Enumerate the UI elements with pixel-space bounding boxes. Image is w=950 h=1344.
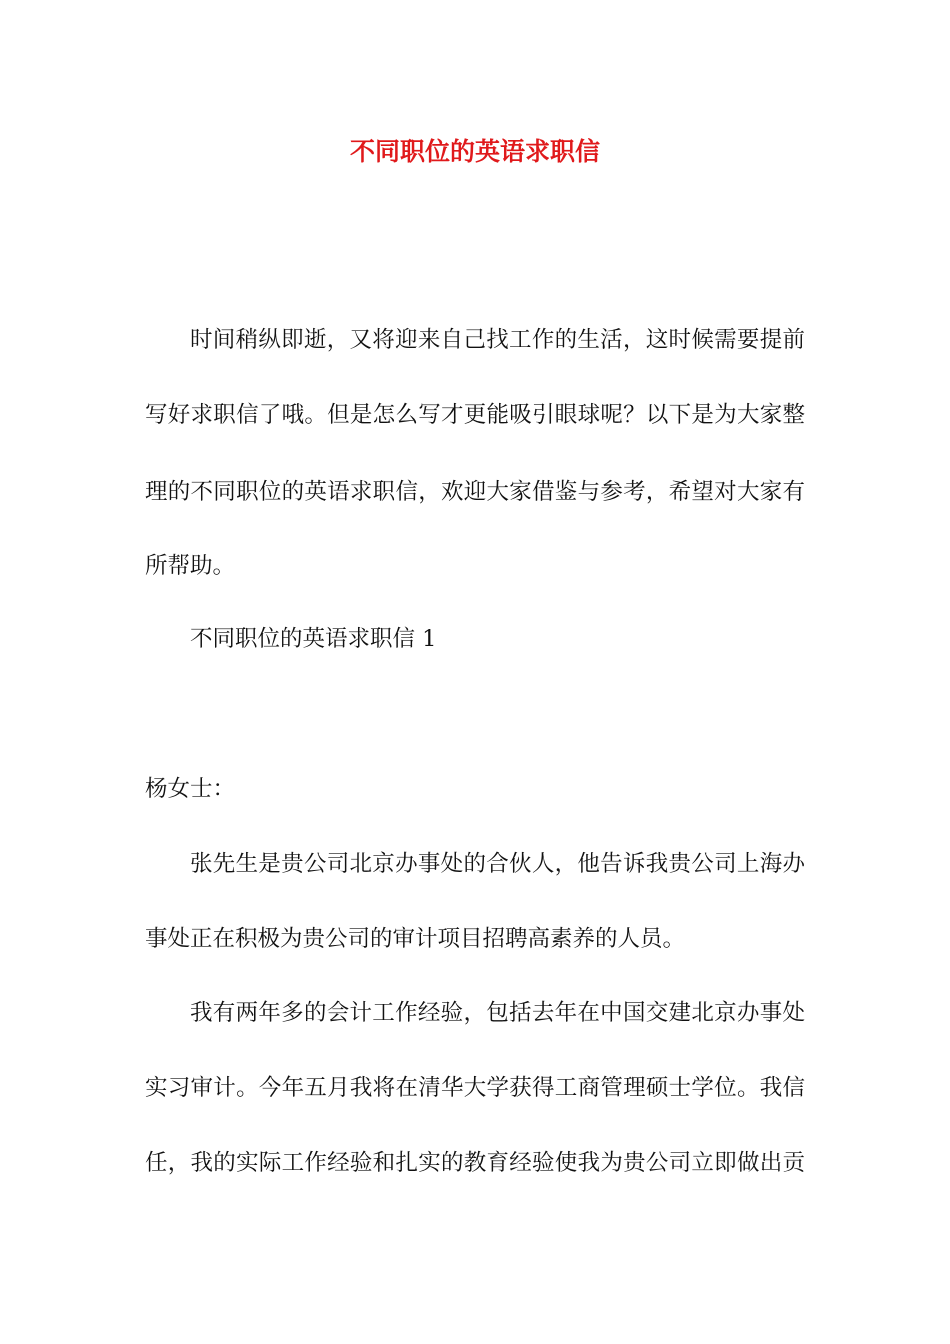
paragraph-line: 时间稍纵即逝，又将迎来自己找工作的生活，这时候需要提前 bbox=[190, 327, 805, 353]
paragraph-line: 事处正在积极为贵公司的审计项目招聘高素养的人员。 bbox=[145, 926, 686, 952]
document-title: 不同职位的英语求职信 bbox=[349, 137, 600, 166]
paragraph-line: 理的不同职位的英语求职信，欢迎大家借鉴与参考，希望对大家有 bbox=[145, 479, 805, 505]
paragraph-line: 写好求职信了哦。但是怎么写才更能吸引眼球呢？以下是为大家整 bbox=[145, 402, 805, 428]
section-heading: 不同职位的英语求职信 1 bbox=[190, 626, 437, 652]
salutation: 杨女士： bbox=[145, 776, 236, 802]
paragraph-line: 我有两年多的会计工作经验，包括去年在中国交建北京办事处 bbox=[190, 1000, 805, 1026]
paragraph-line: 所帮助。 bbox=[145, 553, 236, 579]
paragraph-line: 张先生是贵公司北京办事处的合伙人，他告诉我贵公司上海办 bbox=[190, 851, 805, 877]
paragraph-line: 实习审计。今年五月我将在清华大学获得工商管理硕士学位。我信 bbox=[145, 1075, 805, 1101]
paragraph-line: 任，我的实际工作经验和扎实的教育经验使我为贵公司立即做出贡 bbox=[145, 1150, 805, 1176]
